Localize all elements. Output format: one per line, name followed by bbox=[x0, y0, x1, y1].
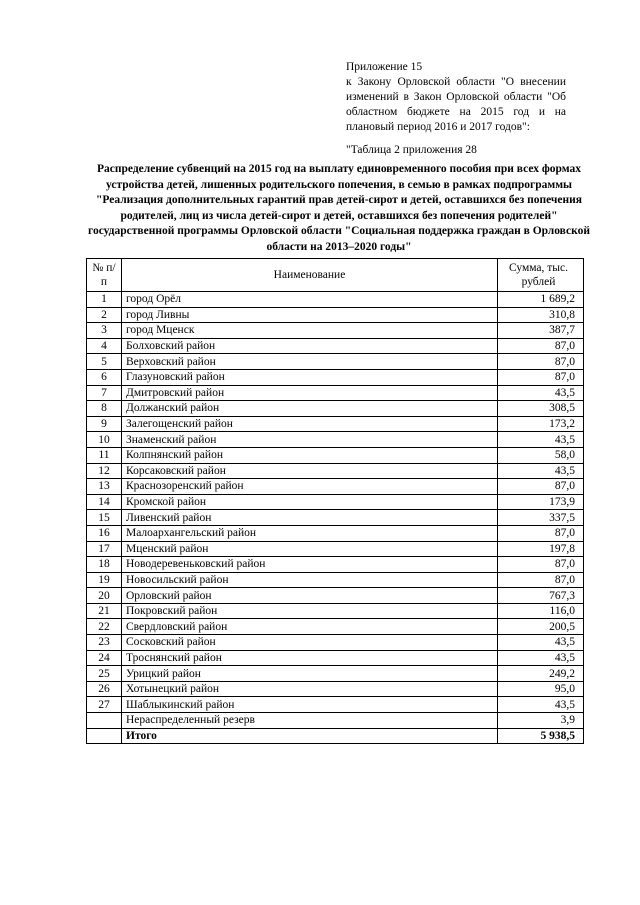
row-name: Должанский район bbox=[122, 401, 498, 417]
subsidy-table bbox=[86, 258, 584, 744]
row-name: Глазуновский район bbox=[122, 369, 498, 385]
row-number: 11 bbox=[87, 447, 122, 463]
row-name: Покровский район bbox=[122, 603, 498, 619]
row-name: Колпнянский район bbox=[122, 447, 498, 463]
row-name: Знаменский район bbox=[122, 432, 498, 448]
table-row bbox=[87, 338, 584, 354]
table-header-row bbox=[87, 259, 584, 292]
table-row bbox=[87, 650, 584, 666]
document-title: Распределение субвенций на 2015 год на выплату единовременного пособия при всех формах устройства детей, лишенных родительского попечения, в семью в рамках подпрограммы "Реализация дополнительных гарантий прав детей-сирот и детей, оставшихся без попечения родителей, лиц из числа детей-сирот и детей, оставшихся без попечения родителей" государственной программы Орловской области "Социальная поддержка граждан в Орловской области на 2013–2020 годы" bbox=[88, 163, 590, 253]
row-sum: 43,5 bbox=[498, 697, 584, 713]
table-row bbox=[87, 369, 584, 385]
row-number: 13 bbox=[87, 479, 122, 495]
row-number: 21 bbox=[87, 603, 122, 619]
table-row bbox=[87, 572, 584, 588]
row-name: Шаблыкинский район bbox=[122, 697, 498, 713]
row-sum: 87,0 bbox=[498, 354, 584, 370]
row-name: Корсаковский район bbox=[122, 463, 498, 479]
row-number: 17 bbox=[87, 541, 122, 557]
row-sum: 43,5 bbox=[498, 432, 584, 448]
table-row bbox=[87, 525, 584, 541]
row-number: 15 bbox=[87, 510, 122, 526]
row-sum: 116,0 bbox=[498, 603, 584, 619]
table-row bbox=[87, 385, 584, 401]
table-row bbox=[87, 401, 584, 417]
row-number: 3 bbox=[87, 323, 122, 339]
row-number: 16 bbox=[87, 525, 122, 541]
row-number: 14 bbox=[87, 494, 122, 510]
row-name: Малоархангельский район bbox=[122, 525, 498, 541]
table-row bbox=[87, 479, 584, 495]
row-name: Залегощенский район bbox=[122, 416, 498, 432]
table-row bbox=[87, 323, 584, 339]
table-row bbox=[87, 416, 584, 432]
header-number: № п/п bbox=[87, 259, 122, 292]
row-name: Нераспределенный резерв bbox=[122, 713, 498, 729]
row-number: 19 bbox=[87, 572, 122, 588]
row-sum: 3,9 bbox=[498, 713, 584, 729]
row-sum: 43,5 bbox=[498, 650, 584, 666]
row-name: город Мценск bbox=[122, 323, 498, 339]
row-sum: 87,0 bbox=[498, 525, 584, 541]
table-row bbox=[87, 541, 584, 557]
row-sum: 87,0 bbox=[498, 557, 584, 573]
row-name: Краснозоренский район bbox=[122, 479, 498, 495]
total-number bbox=[87, 728, 122, 744]
row-name: Хотынецкий район bbox=[122, 681, 498, 697]
row-number: 12 bbox=[87, 463, 122, 479]
table-row bbox=[87, 510, 584, 526]
row-name: Свердловский район bbox=[122, 619, 498, 635]
row-sum: 197,8 bbox=[498, 541, 584, 557]
row-number: 4 bbox=[87, 338, 122, 354]
row-name: город Орёл bbox=[122, 292, 498, 308]
row-sum: 308,5 bbox=[498, 401, 584, 417]
row-number: 24 bbox=[87, 650, 122, 666]
row-number: 18 bbox=[87, 557, 122, 573]
table-row bbox=[87, 447, 584, 463]
table-row bbox=[87, 307, 584, 323]
row-number: 27 bbox=[87, 697, 122, 713]
row-sum: 200,5 bbox=[498, 619, 584, 635]
table-row bbox=[87, 354, 584, 370]
table-row bbox=[87, 713, 584, 729]
row-number: 26 bbox=[87, 681, 122, 697]
appendix-table-reference: "Таблица 2 приложения 28 bbox=[346, 144, 477, 156]
row-name: Орловский район bbox=[122, 588, 498, 604]
row-sum: 337,5 bbox=[498, 510, 584, 526]
total-row bbox=[87, 728, 584, 744]
row-sum: 173,2 bbox=[498, 416, 584, 432]
table-row bbox=[87, 292, 584, 308]
appendix-law-reference: к Закону Орловской области "О внесении изменений в Закон Орловской области "Об областном бюджете на 2015 год и на плановый период 2016 и 2017 годов": bbox=[346, 76, 566, 133]
row-sum: 43,5 bbox=[498, 463, 584, 479]
table-row bbox=[87, 494, 584, 510]
table-row bbox=[87, 588, 584, 604]
row-name: Новодеревеньковский район bbox=[122, 557, 498, 573]
row-sum: 43,5 bbox=[498, 635, 584, 651]
row-number: 7 bbox=[87, 385, 122, 401]
row-sum: 43,5 bbox=[498, 385, 584, 401]
table-row bbox=[87, 619, 584, 635]
row-sum: 87,0 bbox=[498, 369, 584, 385]
row-sum: 767,3 bbox=[498, 588, 584, 604]
table-row bbox=[87, 463, 584, 479]
row-sum: 387,7 bbox=[498, 323, 584, 339]
row-sum: 310,8 bbox=[498, 307, 584, 323]
row-sum: 173,9 bbox=[498, 494, 584, 510]
total-label: Итого bbox=[122, 728, 498, 744]
total-sum: 5 938,5 bbox=[498, 728, 584, 744]
row-sum: 87,0 bbox=[498, 572, 584, 588]
appendix-number: Приложение 15 bbox=[346, 61, 423, 73]
row-sum: 87,0 bbox=[498, 338, 584, 354]
row-name: Дмитровский район bbox=[122, 385, 498, 401]
row-number: 25 bbox=[87, 666, 122, 682]
row-sum: 95,0 bbox=[498, 681, 584, 697]
row-name: город Ливны bbox=[122, 307, 498, 323]
row-number: 20 bbox=[87, 588, 122, 604]
header-name: Наименование bbox=[122, 259, 498, 292]
row-name: Ливенский район bbox=[122, 510, 498, 526]
row-number: 23 bbox=[87, 635, 122, 651]
row-name: Мценский район bbox=[122, 541, 498, 557]
table-row bbox=[87, 603, 584, 619]
row-name: Болховский район bbox=[122, 338, 498, 354]
row-number: 9 bbox=[87, 416, 122, 432]
row-name: Верховский район bbox=[122, 354, 498, 370]
row-name: Урицкий район bbox=[122, 666, 498, 682]
table-row bbox=[87, 557, 584, 573]
table-row bbox=[87, 666, 584, 682]
row-number: 5 bbox=[87, 354, 122, 370]
table-row bbox=[87, 697, 584, 713]
row-name: Новосильский район bbox=[122, 572, 498, 588]
table-row bbox=[87, 635, 584, 651]
table-row bbox=[87, 681, 584, 697]
appendix-header bbox=[346, 60, 566, 158]
row-number bbox=[87, 713, 122, 729]
row-name: Кромской район bbox=[122, 494, 498, 510]
row-sum: 58,0 bbox=[498, 447, 584, 463]
row-number: 8 bbox=[87, 401, 122, 417]
row-sum: 87,0 bbox=[498, 479, 584, 495]
row-sum: 249,2 bbox=[498, 666, 584, 682]
row-number: 22 bbox=[87, 619, 122, 635]
row-name: Сосковский район bbox=[122, 635, 498, 651]
row-number: 2 bbox=[87, 307, 122, 323]
row-number: 1 bbox=[87, 292, 122, 308]
row-number: 10 bbox=[87, 432, 122, 448]
row-number: 6 bbox=[87, 369, 122, 385]
row-name: Троснянский район bbox=[122, 650, 498, 666]
row-sum: 1 689,2 bbox=[498, 292, 584, 308]
table-row bbox=[87, 432, 584, 448]
header-sum: Сумма, тыс. рублей bbox=[498, 259, 584, 292]
